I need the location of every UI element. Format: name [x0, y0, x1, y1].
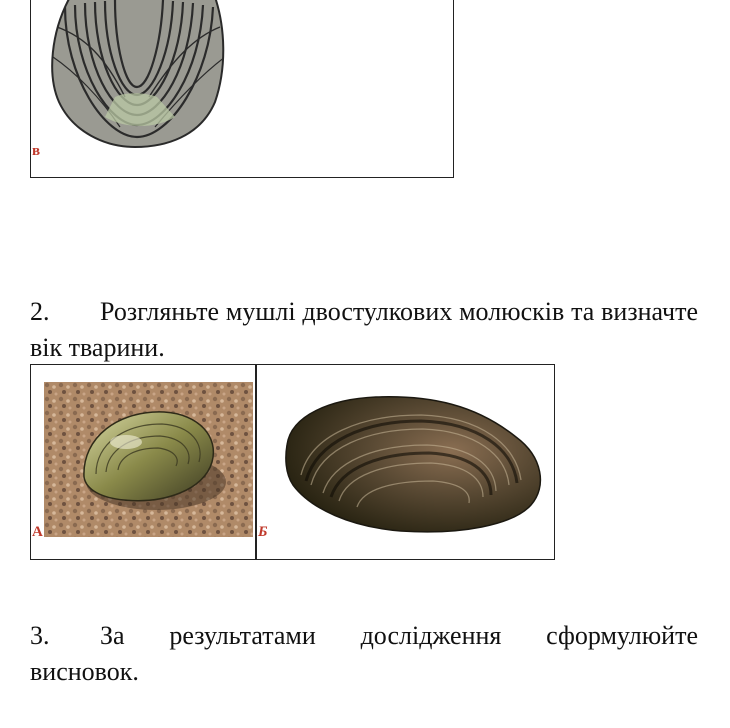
task-3-text: За результатами дослідження сформулюйте висновок.: [30, 621, 698, 686]
shell-v-image: [45, 0, 235, 152]
figure-a-label: А: [32, 524, 43, 540]
figure-divider: [255, 365, 257, 559]
task-3-paragraph: [30, 618, 698, 690]
task-2-paragraph: [30, 294, 698, 366]
figure-ab-frame: [30, 364, 555, 560]
task-2-number: 2.: [30, 297, 50, 326]
task-2-text: Розгляньте мушлі двостулкових молюсків та визначте вік тварини.: [30, 297, 698, 362]
shell-b-image: [281, 385, 547, 537]
shell-a-photo: [44, 382, 253, 537]
figure-b-label: Б: [258, 524, 268, 540]
figure-v-frame: [30, 0, 454, 178]
figure-v-label: в: [32, 143, 41, 159]
task-3-number: 3.: [30, 621, 50, 650]
